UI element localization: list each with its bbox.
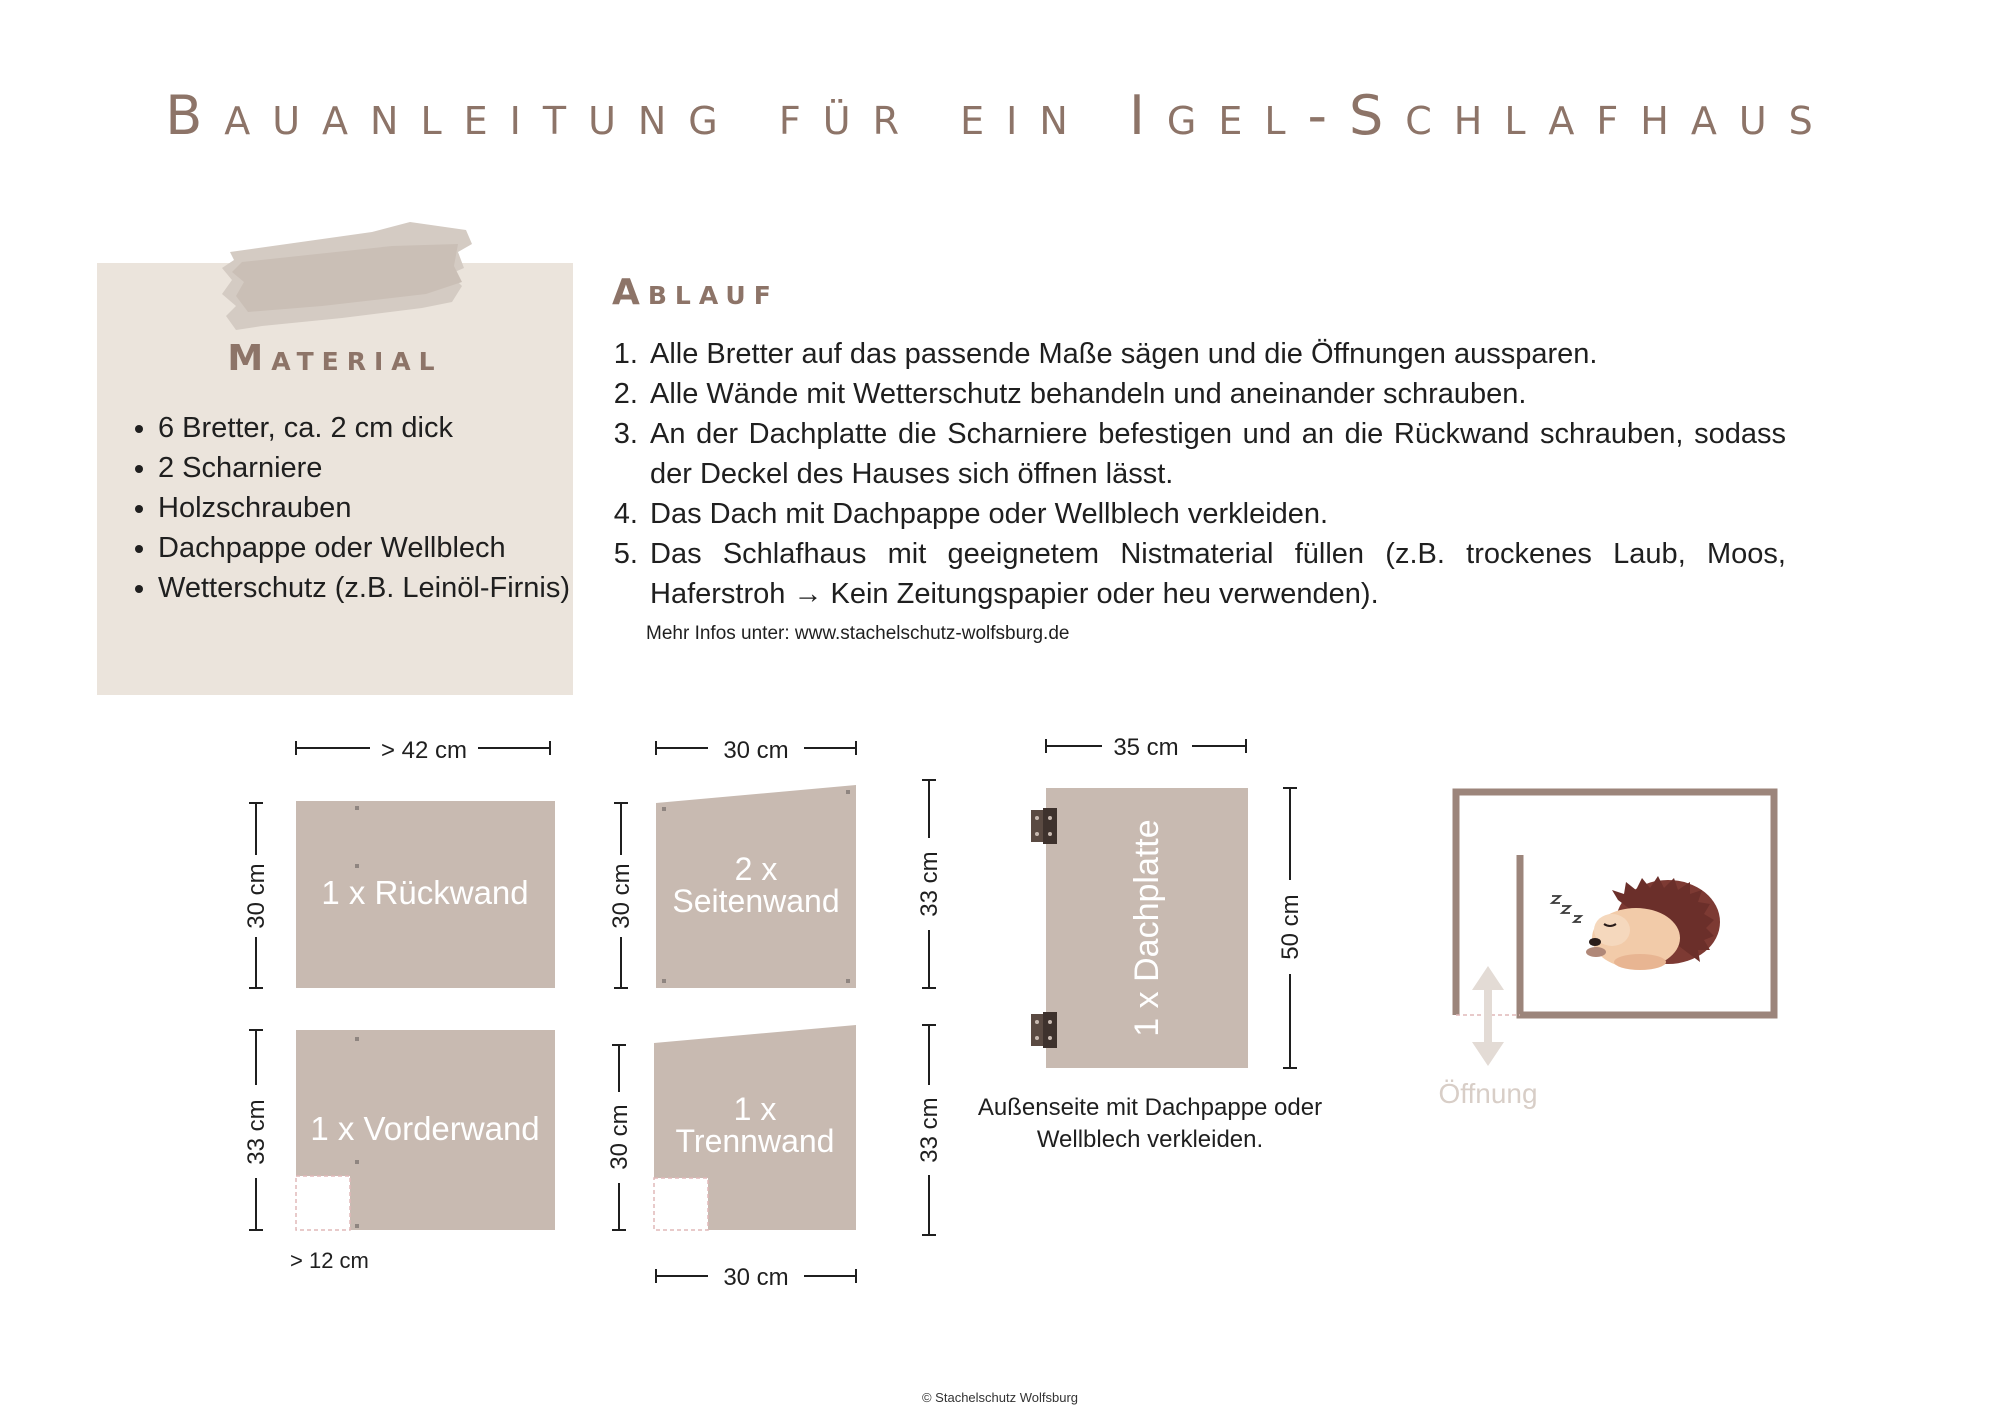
double-arrow-icon [1472,966,1504,1066]
list-item: • 2 Scharniere [158,448,598,488]
piece-trennwand [606,1025,943,1291]
rueckwand-width-label: > 42 cm [380,737,468,764]
ablauf-heading: Ablauf [612,272,779,313]
piece-rueckwand [243,737,555,988]
trennwand-height-right-label: 33 cm [916,1097,943,1163]
step-item: 1. Alle Bretter auf das passende Maße sägen und die Öffnungen aussparen. [646,334,1786,374]
seitenwand-height-right-label: 33 cm [916,851,943,917]
vorderwand-height-label: 33 cm [243,1099,270,1165]
step-item: 4. Das Dach mit Dachpappe oder Wellblech verkleiden. [646,494,1786,534]
list-item: • Wetterschutz (z.B. Leinöl-Firnis) [158,568,598,608]
seitenwand-label-line1: 2 x [734,851,778,887]
sleeping-hedgehog-icon [1552,876,1720,970]
page-title: Bauanleitung für ein Igel-Schlafhaus [165,84,1835,148]
rueckwand-height-label: 30 cm [243,863,270,929]
vorderwand-label: 1 x Vorderwand [310,1110,540,1147]
opening-width-label: > 12 cm [290,1248,369,1273]
list-item: • 6 Bretter, ca. 2 cm dick [158,408,598,448]
roof-note: Außenseite mit Dachpappe oder Wellblech verkleiden. [977,1094,1323,1153]
step-item: 3. An der Dachplatte die Scharniere befestigen und an die Rückwand schrauben, sodass der Deckel des Hauses sich öffnen lässt. [646,414,1786,494]
house-cross-section [1438,792,1774,1109]
seitenwand-width-label: 30 cm [723,737,789,764]
piece-seitenwand [608,737,943,988]
footer-copyright: © Stachelschutz Wolfsburg [921,1390,1079,1405]
opening-label: Öffnung [1438,1078,1538,1109]
trennwand-label-line1: 1 x [733,1091,777,1127]
list-item: • Holzschrauben [158,488,598,528]
piece-vorderwand [243,1030,555,1273]
material-heading: Material [227,338,443,379]
hinge-icon [1031,1012,1057,1048]
rueckwand-label: 1 x Rückwand [321,874,529,911]
more-info-link[interactable]: Mehr Infos unter: www.stachelschutz-wolfsburg.de [646,623,1070,644]
piece-dachplatte [1031,734,1304,1068]
dachplatte-label: 1 x Dachplatte [1128,819,1166,1037]
step-item: 5. Das Schlafhaus mit geeignetem Nistmaterial füllen (z.B. trockenes Laub, Moos, Haferstroh → Kein Zeitungspapier oder heu verwenden). [646,534,1786,614]
step-item: 2. Alle Wände mit Wetterschutz behandeln und aneinander schrauben. [646,374,1786,414]
seitenwand-height-left-label: 30 cm [608,863,635,929]
trennwand-width-label: 30 cm [723,1264,789,1291]
trennwand-label-line2: Trennwand [675,1123,835,1159]
trennwand-height-left-label: 30 cm [606,1104,633,1170]
list-item: • Dachpappe oder Wellblech [158,528,598,568]
hinge-icon [1031,808,1057,844]
dachplatte-width-label: 35 cm [1113,734,1179,761]
dachplatte-height-label: 50 cm [1277,894,1304,960]
seitenwand-label-line2: Seitenwand [672,883,840,919]
